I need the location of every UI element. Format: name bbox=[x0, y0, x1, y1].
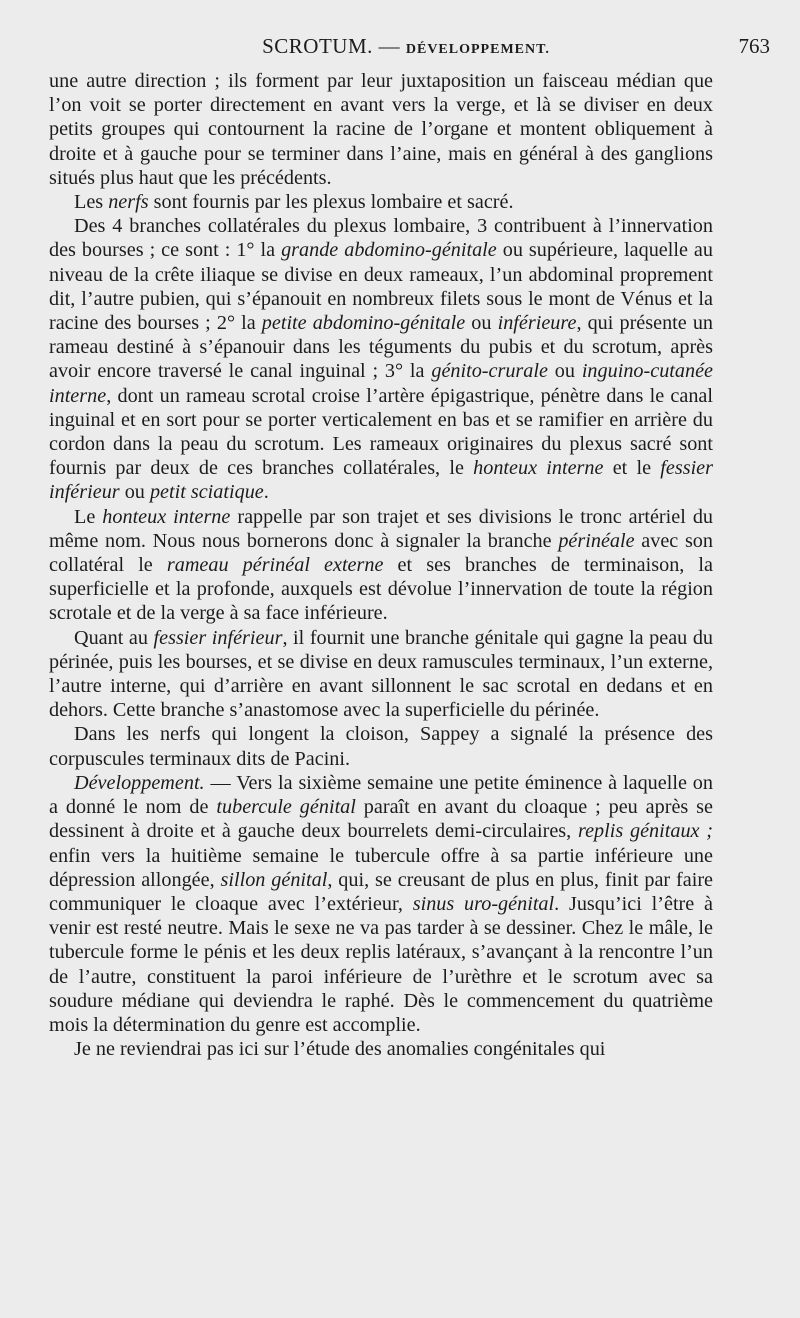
text-run: Dans les nerfs qui longent la cloison, Sappey a signalé la présence des corpuscules terminaux dits de Pacini. bbox=[49, 723, 713, 770]
italic-term: Développement. bbox=[74, 771, 205, 794]
text-run: ou bbox=[547, 360, 582, 383]
text-run: une autre direction ; ils forment par leur juxtaposition un faisceau médian que l’on voit se porter directement en avant vers la verge, et là se diviser en deux petits groupes qui contournent la racine de l’organe et montent obliquement à droite et à gauche pour se terminer dans l’aine, mais en général à des ganglions situés plus haut que les précédents. bbox=[49, 70, 713, 189]
text-run: ou bbox=[119, 481, 150, 504]
italic-term: honteux interne bbox=[102, 505, 231, 528]
running-head bbox=[48, 34, 770, 62]
body-text bbox=[49, 69, 713, 1061]
chapter-title: SCROTUM. bbox=[262, 34, 373, 58]
text-run: Je ne reviendrai pas ici sur l’étude des anomalies congénitales qui bbox=[74, 1038, 606, 1061]
italic-term: tubercule génital bbox=[216, 796, 356, 819]
title-dash: — bbox=[372, 34, 406, 58]
paragraph bbox=[49, 69, 713, 190]
italic-term: nerfs bbox=[108, 191, 149, 214]
italic-term: sillon génital bbox=[220, 868, 328, 891]
text-run: ou bbox=[465, 312, 498, 335]
italic-term: fessier inférieur bbox=[49, 457, 714, 504]
text-run: Les bbox=[74, 191, 109, 214]
italic-term: rameau périnéal externe bbox=[166, 554, 384, 577]
text-run: , dont un rameau scrotal croise l’artère épigastrique, pénètre dans le canal inguinal et en sort pour se porter verticalement en bas et se ramifier en arrière du cordon dans la peau du scrotum. Les rameaux originaires du plexus sacré sont fournis par deux de ces branches collatérales, le bbox=[49, 384, 713, 480]
italic-term: petite abdomino-génitale bbox=[261, 312, 466, 335]
text-run: avec son collatéral le bbox=[49, 529, 713, 577]
italic-term: périnéale bbox=[558, 529, 635, 552]
text-run: et ses branches de terminaison, la superficielle et la profonde, auxquels est dévolue l’innervation de toute la région scrotale et de la verge à sa face inférieure. bbox=[49, 554, 713, 625]
text-run: paraît en avant du cloaque ; peu après se dessinent à droite et à gauche deux bourrelets demi-circulaires, bbox=[49, 796, 713, 843]
text-run: rappelle par son trajet et ses divisions le tronc artériel du même nom. Nous nous bornerons donc à signaler la branche bbox=[49, 505, 714, 552]
italic-term: fessier inférieur bbox=[153, 626, 283, 649]
paragraph bbox=[49, 1037, 713, 1061]
italic-term: honteux interne bbox=[473, 457, 604, 480]
italic-term: inguino-cutanée interne bbox=[49, 360, 714, 407]
text-run: Des 4 branches collatérales du plexus lombaire, 3 contribuent à l’innervation des bourses ; ce sont : 1° la bbox=[49, 215, 713, 262]
paragraph bbox=[49, 190, 713, 214]
text-run: et le bbox=[603, 457, 661, 480]
text-run: , qui, se creusant de plus en plus, finit par faire communiquer le cloaque avec l’extérieur, bbox=[49, 868, 713, 915]
paragraph bbox=[49, 214, 713, 504]
italic-term: sinus uro-génital bbox=[412, 892, 555, 915]
text-run: — Vers la sixième semaine une petite éminence à laquelle on a donné le nom de bbox=[49, 771, 713, 819]
italic-term: petit sciatique bbox=[149, 481, 264, 504]
italic-term: génito-crurale bbox=[431, 360, 548, 383]
text-run: , il fournit une branche génitale qui gagne la peau du périnée, puis les bourses, et se divise en deux ramuscules terminaux, l’un externe, l’autre interne, qui d’arrière en avant sillonnent le sac scrotal en dedans et en dehors. Cette branche s’anastomose avec la superficielle du périnée. bbox=[49, 626, 714, 722]
text-run: Quant au bbox=[74, 626, 154, 649]
page-number: 763 bbox=[738, 34, 770, 58]
text-run: ou supérieure, laquelle au niveau de la crête iliaque se divise en deux rameaux, l’un abdominal proprement dit, l’autre pubien, qui s’épanouit en nombreux filets sous le mont de Vénus et la racine des bourses ; 2° la bbox=[49, 239, 713, 335]
paragraph bbox=[49, 722, 713, 770]
running-title bbox=[48, 34, 764, 59]
text-run: . bbox=[263, 481, 269, 504]
paragraph bbox=[49, 626, 713, 723]
paragraph bbox=[49, 771, 713, 1037]
italic-term: replis génitaux ; bbox=[577, 820, 713, 843]
section-title: DÉVELOPPEMENT. bbox=[405, 42, 550, 57]
text-run: enfin vers la huitième semaine le tubercule offre à sa partie inférieure une dépression allongée, bbox=[49, 844, 713, 891]
text-run: sont fournis par les plexus lombaire et sacré. bbox=[148, 191, 514, 214]
italic-term: inférieure bbox=[497, 312, 577, 335]
italic-term: grande abdomino-génitale bbox=[281, 239, 497, 262]
text-run: , qui présente un rameau destiné à s’épanouir dans les téguments du pubis et du scrotum, après avoir encore traversé le canal inguinal ; 3° la bbox=[49, 312, 714, 383]
paragraph bbox=[49, 505, 713, 626]
text-run: . Jusqu’ici l’être à venir est resté neutre. Mais le sexe ne va pas tarder à se dessiner. Chez le mâle, le tubercule forme le pénis et les deux replis latéraux, s’avançant à la rencontre l’un de l’autre, constituent la paroi inférieure de l’urèthre et le scrotum avec sa soudure médiane qui deviendra le raphé. Dès le commencement du quatrième mois la détermination du genre est accomplie. bbox=[49, 892, 713, 1036]
text-run: Le bbox=[74, 505, 103, 528]
